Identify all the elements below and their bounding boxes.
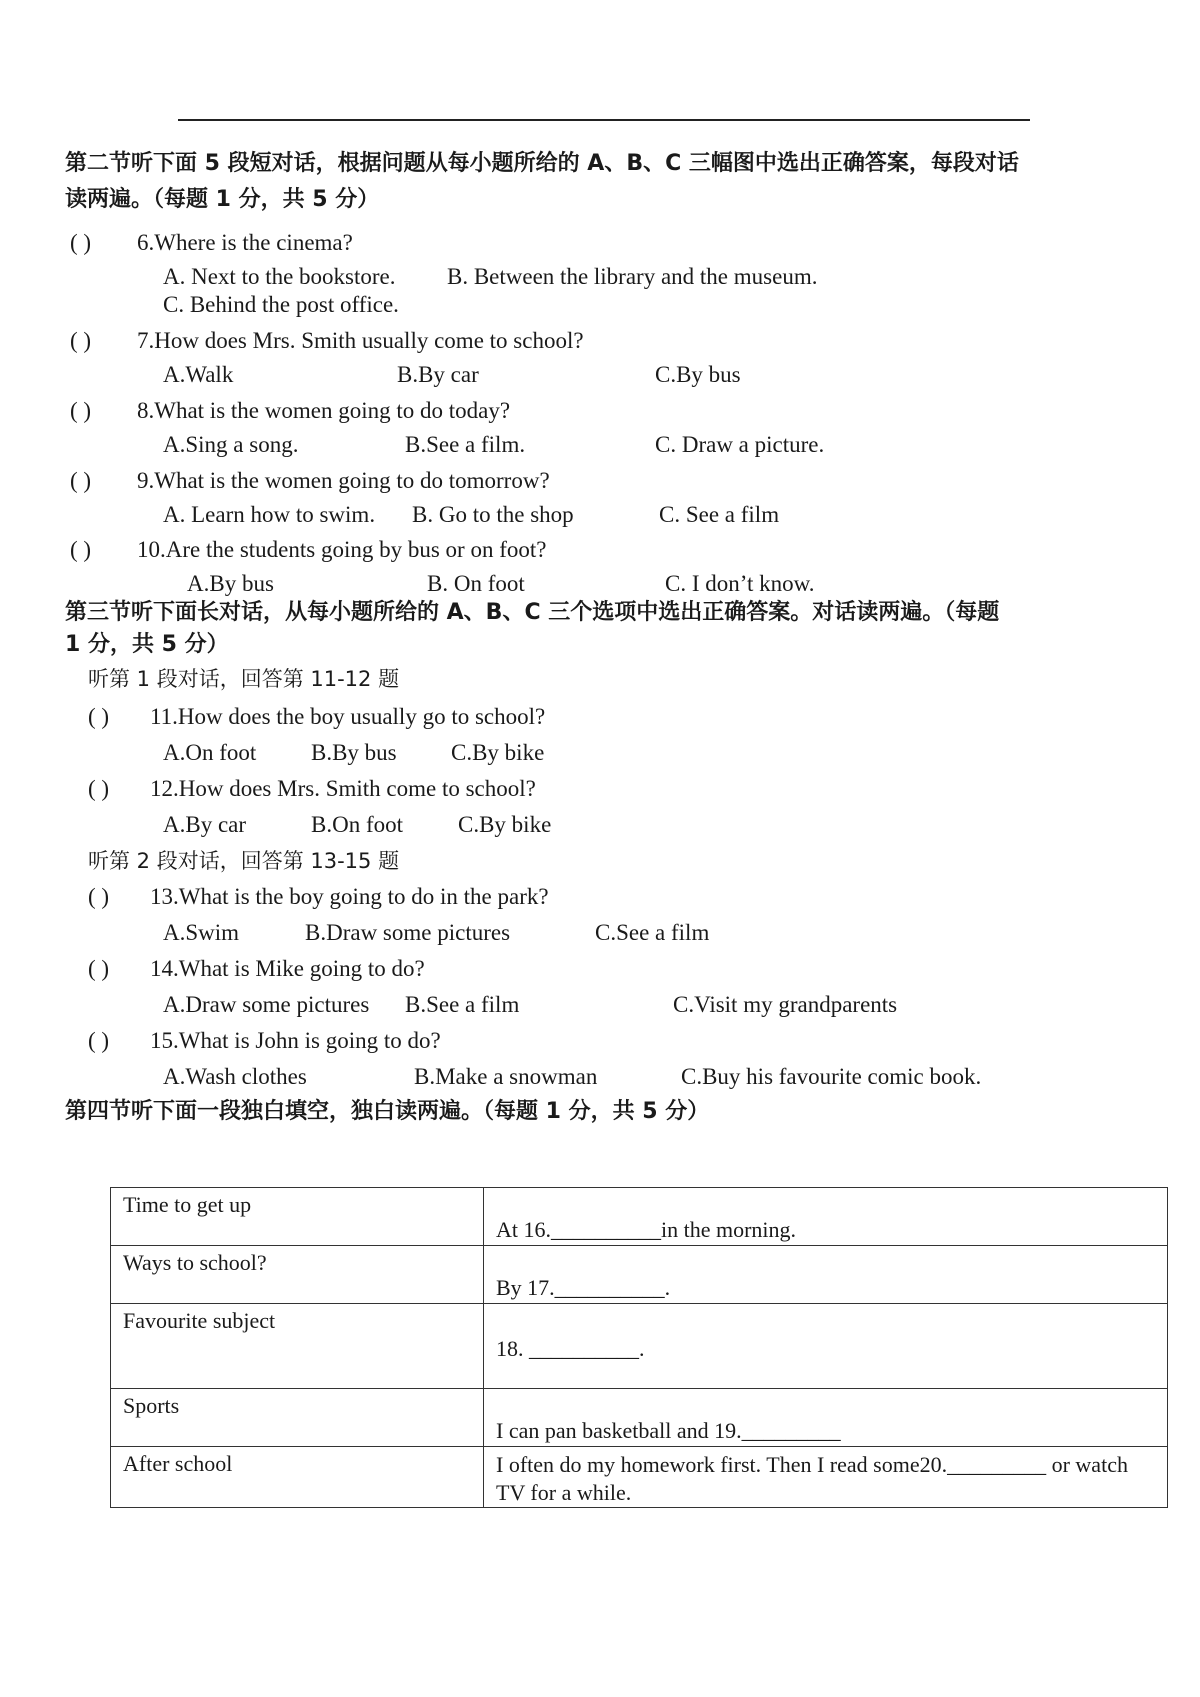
option-8b: B.See a film. [405, 432, 526, 457]
question-7: 7.How does Mrs. Smith usually come to school? [137, 328, 584, 353]
dialog1-instruction: 听第 1 段对话，回答第 11-12 题 [88, 667, 400, 691]
option-11c: C.By bike [451, 740, 545, 765]
fill-in-table [110, 1187, 1168, 1508]
option-14c: C.Visit my grandparents [673, 992, 898, 1017]
option-13c: C.See a film [595, 920, 710, 945]
answer-paren[interactable]: ( ) [88, 956, 110, 981]
option-11a: A.On foot [163, 740, 257, 765]
table-row [111, 1447, 1168, 1508]
option-13b: B.Draw some pictures [305, 920, 511, 945]
option-14a: A.Draw some pictures [163, 992, 370, 1017]
section2-heading-line1: 第二节听下面 5 段短对话，根据问题从每小题所给的 A、B、C 三幅图中选出正确答案，每段对话 [65, 151, 1019, 176]
option-10b: B. On foot [427, 571, 525, 596]
option-10a: A.By bus [187, 571, 274, 596]
option-6a: A. Next to the bookstore. [163, 264, 396, 289]
section2-heading-line2: 读两遍。（每题 1 分，共 5 分） [65, 187, 380, 212]
table-row [111, 1304, 1168, 1389]
answer-paren[interactable]: ( ) [88, 776, 110, 801]
option-7a: A.Walk [163, 362, 234, 387]
option-6b: B. Between the library and the museum. [447, 264, 818, 289]
question-12: 12.How does Mrs. Smith come to school? [150, 776, 536, 801]
row-value: I can pan basketball and 19._________ [496, 1418, 841, 1443]
option-11b: B.By bus [311, 740, 397, 765]
option-9c: C. See a film [659, 502, 780, 527]
option-8a: A.Sing a song. [163, 432, 299, 457]
question-9: 9.What is the women going to do tomorrow? [137, 468, 550, 493]
option-12c: C.By bike [458, 812, 552, 837]
answer-paren[interactable]: ( ) [88, 1028, 110, 1053]
question-6: 6.Where is the cinema? [137, 230, 353, 255]
option-14b: B.See a film [405, 992, 520, 1017]
section3-heading-line2: 1 分，共 5 分） [65, 632, 229, 657]
row-value: 18. __________. [496, 1336, 645, 1361]
row-value: I often do my homework first. Then I read some20._________ or watch TV for a while. [496, 1452, 1128, 1505]
table-row [111, 1246, 1168, 1304]
option-9a: A. Learn how to swim. [163, 502, 376, 527]
row-answer-cell[interactable] [484, 1188, 1168, 1246]
option-12a: A.By car [163, 812, 247, 837]
section3-heading-line1: 第三节听下面长对话，从每小题所给的 A、B、C 三个选项中选出正确答案。对话读两遍。（每题 [65, 600, 1000, 625]
question-15: 15.What is John is going to do? [150, 1028, 441, 1053]
answer-paren[interactable]: ( ) [70, 468, 92, 493]
option-13a: A.Swim [163, 920, 240, 945]
question-11: 11.How does the boy usually go to school? [150, 704, 546, 729]
question-10: 10.Are the students going by bus or on foot? [137, 537, 547, 562]
row-label: Favourite subject [111, 1304, 484, 1389]
row-value: At 16.__________in the morning. [496, 1217, 797, 1242]
option-15a: A.Wash clothes [163, 1064, 307, 1089]
top-rule [178, 119, 1030, 121]
option-15c: C.Buy his favourite comic book. [681, 1064, 982, 1089]
answer-paren[interactable]: ( ) [70, 230, 92, 255]
option-12b: B.On foot [311, 812, 403, 837]
option-10c: C. I don’t know. [665, 571, 815, 596]
option-7b: B.By car [397, 362, 479, 387]
row-value: By 17.__________. [496, 1275, 671, 1300]
row-label: Sports [111, 1389, 484, 1447]
answer-paren[interactable]: ( ) [70, 398, 92, 423]
option-15b: B.Make a snowman [414, 1064, 598, 1089]
row-answer-cell[interactable] [484, 1304, 1168, 1389]
option-9b: B. Go to the shop [412, 502, 574, 527]
row-answer-cell[interactable] [484, 1246, 1168, 1304]
table-row [111, 1389, 1168, 1447]
option-6c: C. Behind the post office. [163, 292, 399, 317]
row-label: Ways to school? [111, 1246, 484, 1304]
section4-heading: 第四节听下面一段独白填空，独白读两遍。（每题 1 分，共 5 分） [65, 1099, 710, 1124]
row-answer-cell[interactable] [484, 1389, 1168, 1447]
row-label: After school [111, 1447, 484, 1508]
answer-paren[interactable]: ( ) [88, 884, 110, 909]
answer-paren[interactable]: ( ) [70, 537, 92, 562]
question-14: 14.What is Mike going to do? [150, 956, 425, 981]
row-answer-cell[interactable] [484, 1447, 1168, 1508]
option-7c: C.By bus [655, 362, 741, 387]
table-row [111, 1188, 1168, 1246]
dialog2-instruction: 听第 2 段对话，回答第 13-15 题 [88, 849, 400, 873]
row-label: Time to get up [111, 1188, 484, 1246]
question-8: 8.What is the women going to do today? [137, 398, 511, 423]
answer-paren[interactable]: ( ) [70, 328, 92, 353]
question-13: 13.What is the boy going to do in the park? [150, 884, 549, 909]
answer-paren[interactable]: ( ) [88, 704, 110, 729]
option-8c: C. Draw a picture. [655, 432, 825, 457]
